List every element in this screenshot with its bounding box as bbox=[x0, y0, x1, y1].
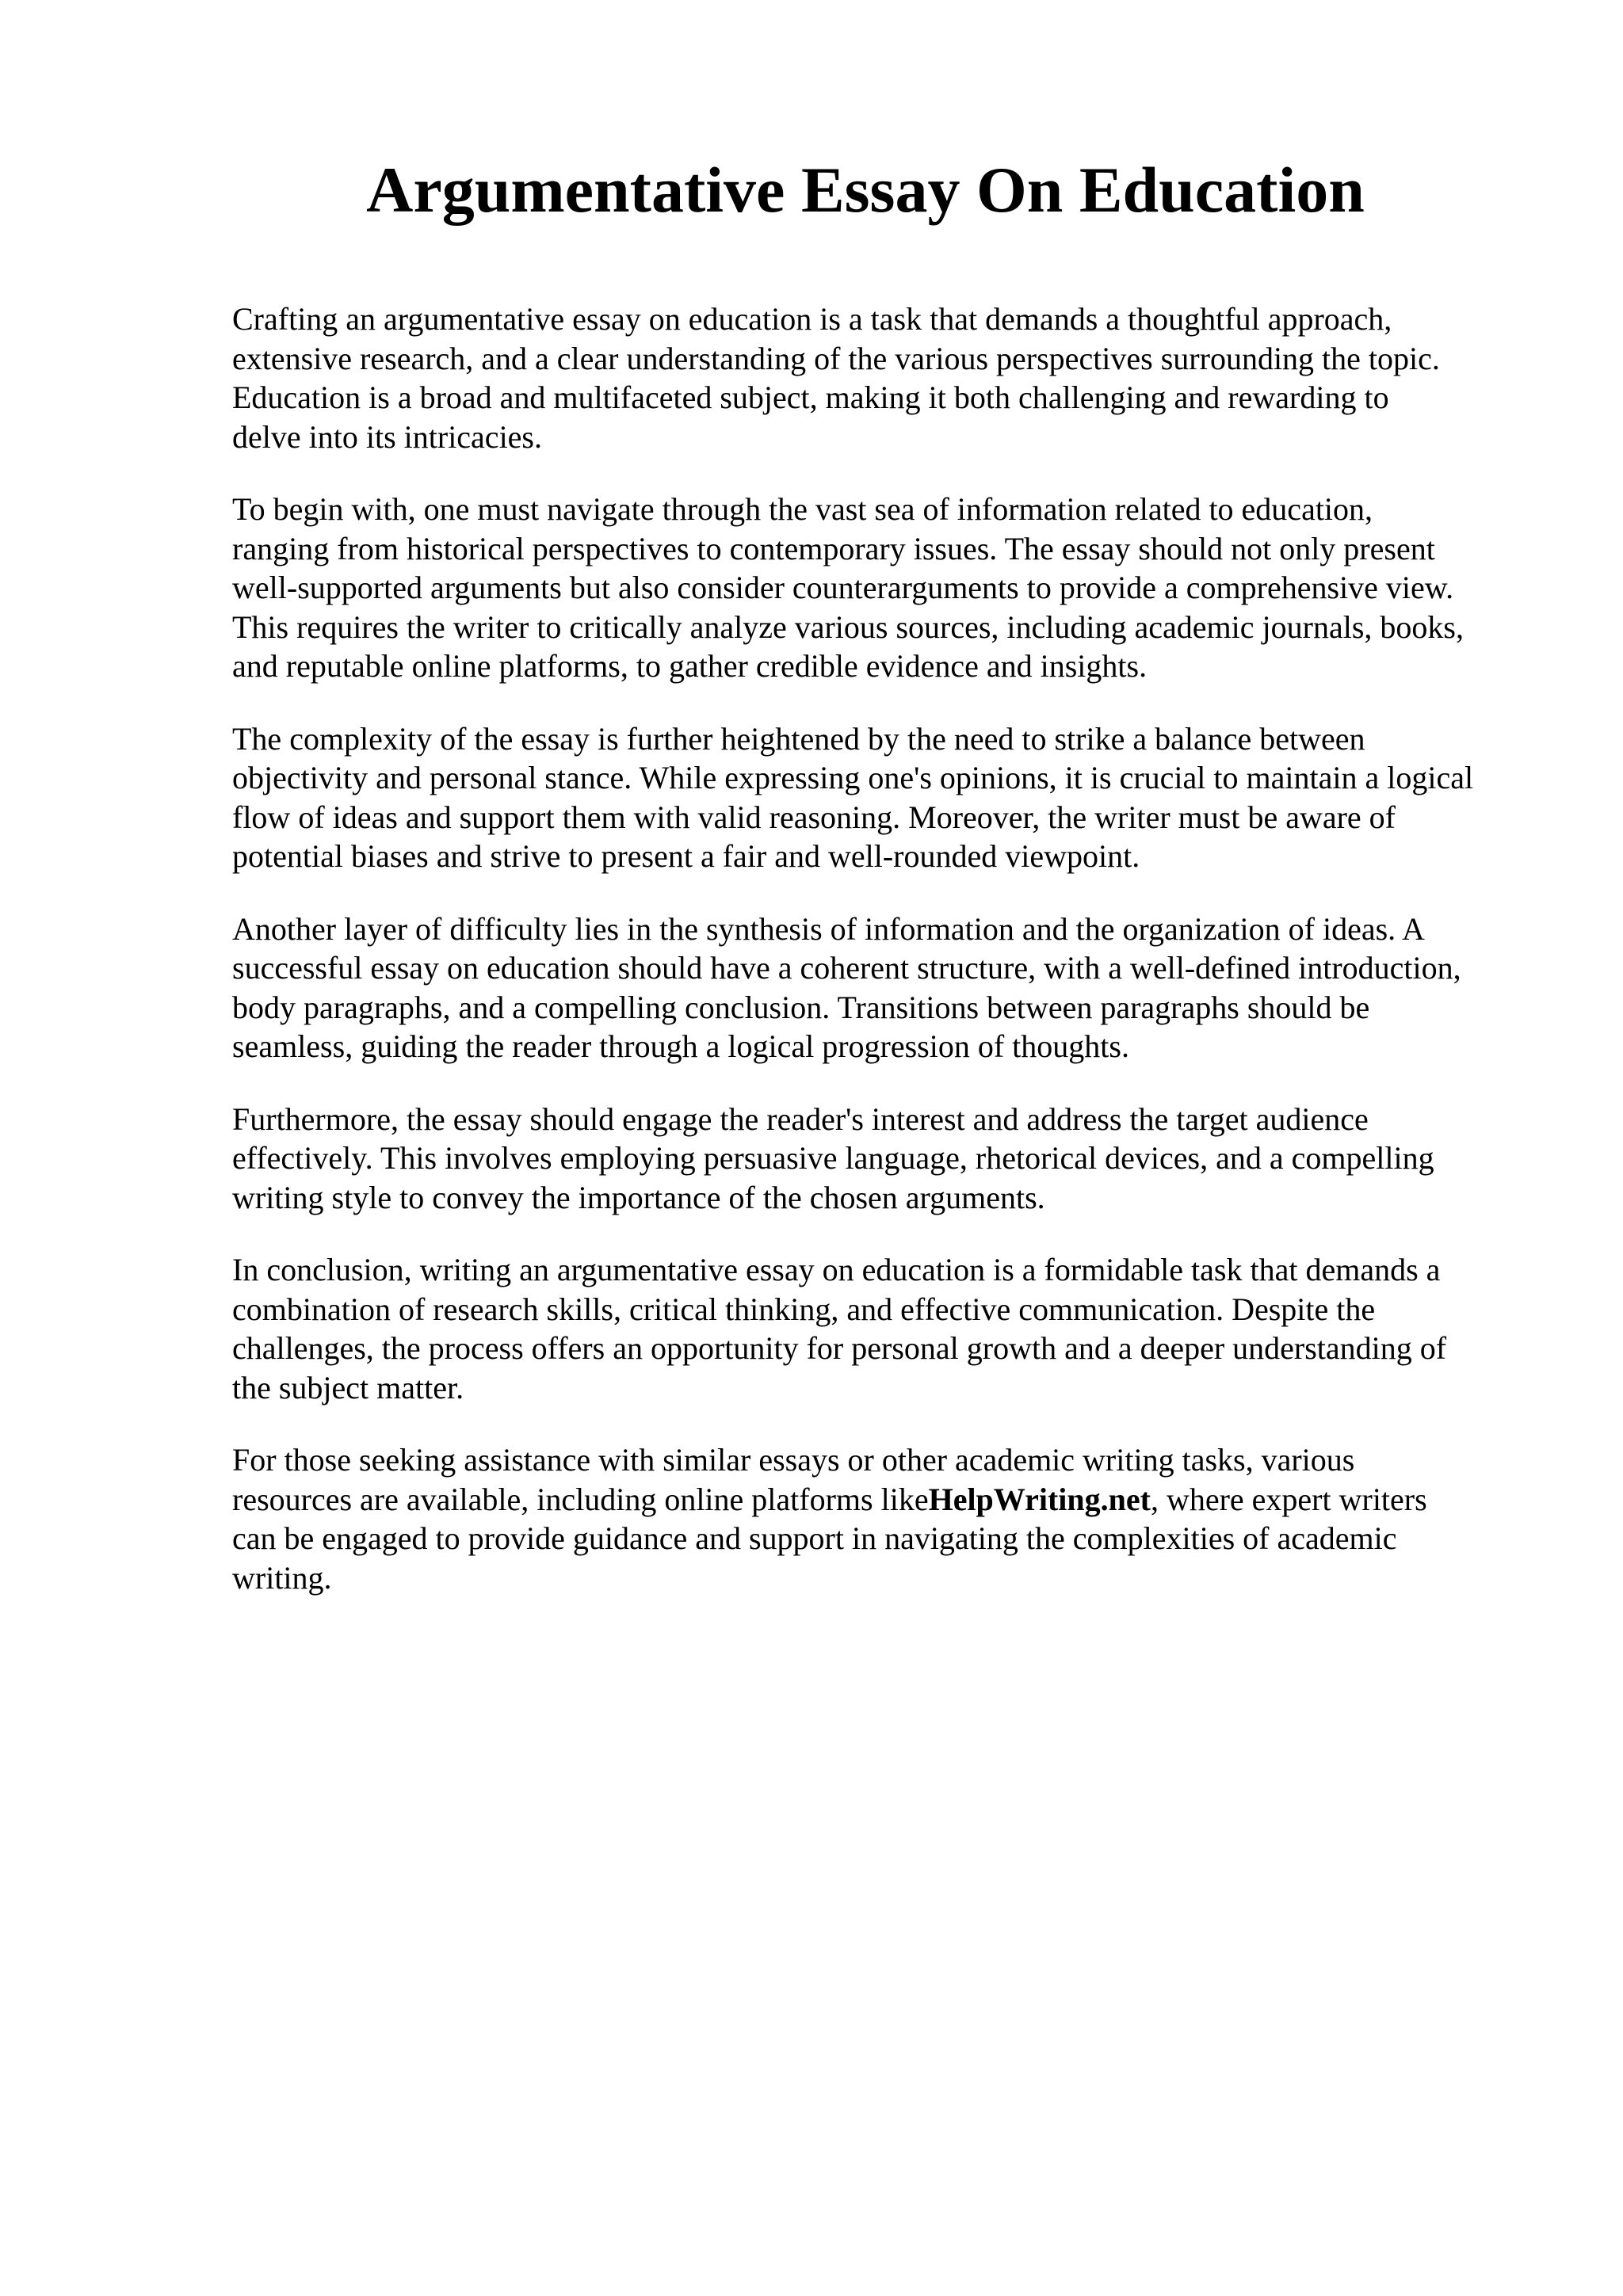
paragraph-line: the subject matter. bbox=[232, 1369, 464, 1405]
paragraph-line: Furthermore, the essay should engage the reader's interest and address the target audience bbox=[232, 1100, 1369, 1137]
line-text-before-brand: resources are available, including online platforms like bbox=[232, 1481, 929, 1517]
helpwriting-link[interactable]: HelpWriting.net bbox=[928, 1481, 1151, 1517]
paragraph-line: For those seeking assistance with similar essays or other academic writing tasks, various bbox=[232, 1442, 1355, 1478]
paragraph-line: objectivity and personal stance. While expressing one's opinions, it is crucial to maintain a logical bbox=[232, 760, 1474, 795]
paragraph-2 bbox=[232, 490, 1532, 686]
paragraph-line: Crafting an argumentative essay on education is a task that demands a thoughtful approach, bbox=[232, 301, 1392, 337]
paragraph-line: flow of ideas and support them with valid reasoning. Moreover, the writer must be aware of bbox=[232, 799, 1396, 835]
line-text-after-brand: , where expert writers bbox=[1150, 1481, 1427, 1517]
paragraph-line-with-link bbox=[232, 1480, 1532, 1520]
paragraph-line: well-supported arguments but also consider counterarguments to provide a comprehensive view. bbox=[232, 570, 1454, 605]
paragraph-line: challenges, the process offers an opportunity for personal growth and a deeper understanding of bbox=[232, 1330, 1447, 1366]
paragraph-line: seamless, guiding the reader through a logical progression of thoughts. bbox=[232, 1028, 1129, 1064]
paragraph-line: extensive research, and a clear understanding of the various perspectives surrounding the topic. bbox=[232, 340, 1440, 376]
paragraph-line: The complexity of the essay is further heightened by the need to strike a balance between bbox=[232, 720, 1365, 757]
paragraph-line: delve into its intricacies. bbox=[232, 418, 542, 455]
paragraph-line: In conclusion, writing an argumentative essay on education is a formidable task that demands a bbox=[232, 1252, 1441, 1287]
paragraph-line: and reputable online platforms, to gather credible evidence and insights. bbox=[232, 648, 1148, 684]
document-body bbox=[232, 299, 1532, 1630]
paragraph-line: combination of research skills, critical thinking, and effective communication. Despite the bbox=[232, 1291, 1376, 1327]
paragraph-line: ranging from historical perspectives to contemporary issues. The essay should not only present bbox=[232, 530, 1435, 566]
paragraph-line: can be engaged to provide guidance and support in navigating the complexities of academic bbox=[232, 1520, 1397, 1556]
paragraph-line: successful essay on education should have a coherent structure, with a well-defined introduction, bbox=[232, 950, 1461, 986]
paragraph-line: To begin with, one must navigate through the vast sea of information related to education, bbox=[232, 491, 1373, 527]
paragraph-line: potential biases and strive to present a fair and well-rounded viewpoint. bbox=[232, 838, 1140, 874]
paragraph-6 bbox=[232, 1250, 1532, 1407]
paragraph-4 bbox=[232, 910, 1532, 1066]
paragraph-3 bbox=[232, 719, 1532, 876]
document-title: Argumentative Essay On Education bbox=[366, 154, 1365, 226]
paragraph-line: writing style to convey the importance of the chosen arguments. bbox=[232, 1179, 1045, 1215]
paragraph-line: writing. bbox=[232, 1559, 332, 1596]
paragraph-line: This requires the writer to critically analyze various sources, including academic journals, books, bbox=[232, 608, 1464, 645]
paragraph-1 bbox=[232, 299, 1532, 456]
paragraph-line: effectively. This involves employing persuasive language, rhetorical devices, and a compelling bbox=[232, 1140, 1434, 1176]
paragraph-line: Education is a broad and multifaceted subject, making it both challenging and rewarding to bbox=[232, 379, 1389, 415]
paragraph-line: body paragraphs, and a compelling conclusion. Transitions between paragraphs should be bbox=[232, 989, 1370, 1025]
paragraph-5 bbox=[232, 1100, 1532, 1218]
paragraph-line: Another layer of difficulty lies in the synthesis of information and the organization of ideas. A bbox=[232, 910, 1425, 947]
paragraph-7 bbox=[232, 1440, 1532, 1597]
